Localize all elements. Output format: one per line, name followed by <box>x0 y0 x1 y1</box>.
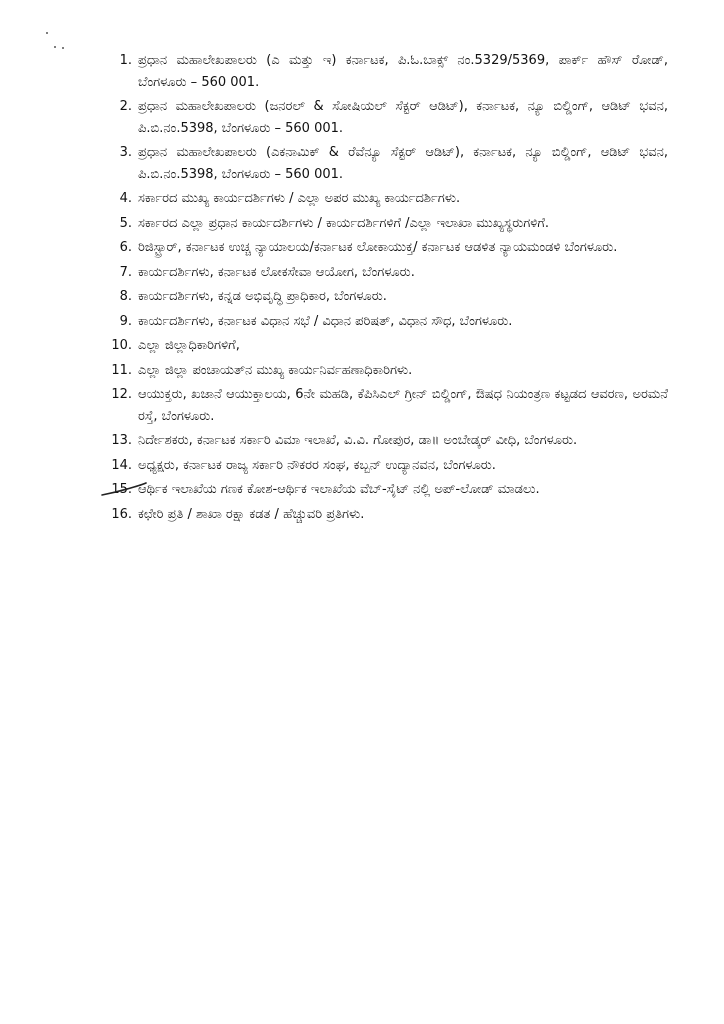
recipient-number: 15. <box>111 482 132 497</box>
recipient-text: ಆಯುಕ್ತರು, ಖಜಾನೆ ಆಯುಕ್ತಾಲಯ, 6ನೇ ಮಹಡಿ, ಕೆಪಿಸಿಎಲ್ ಗ್ರೀನ್ ಬಿಲ್ಡಿಂಗ್, ಔಷಧ ನಿಯಂತ್ರಣ ಕಟ್ಟಡದ ಆವರಣ, ಅರಮನೆ ರಸ್ತೆ, ಬೆಂಗಳೂರು. <box>138 387 668 424</box>
scan-speck <box>62 47 64 49</box>
recipient-item <box>108 479 668 501</box>
recipient-text: ನಿರ್ದೇಶಕರು, ಕರ್ನಾಟಕ ಸರ್ಕಾರಿ ವಿಮಾ ಇಲಾಖೆ, ವಿ.ವಿ. ಗೋಪುರ, ಡಾ॥ ಅಂಬೇಡ್ಕರ್ ವೀಧಿ, ಬೆಂಗಳೂರು. <box>138 433 578 448</box>
recipient-text: ಅಧ್ಯಕ್ಷರು, ಕರ್ನಾಟಕ ರಾಜ್ಯ ಸರ್ಕಾರಿ ನೌಕರರ ಸಂಘ, ಕಬ್ಬನ್ ಉದ್ಯಾನವನ, ಬೆಂಗಳೂರು. <box>138 457 496 473</box>
recipient-item <box>108 311 668 333</box>
recipient-number: 13. <box>111 433 132 448</box>
recipient-number: 2. <box>119 99 132 114</box>
pen-stroke-mark <box>100 481 148 499</box>
recipient-number: 11. <box>111 362 132 378</box>
recipient-item <box>108 360 668 382</box>
recipient-number: 8. <box>119 289 132 304</box>
recipient-number: 7. <box>119 264 132 280</box>
recipient-item <box>108 430 668 452</box>
recipient-item <box>108 335 668 357</box>
recipient-text: ಪ್ರಧಾನ ಮಹಾಲೇಖಪಾಲರು (ಜನರಲ್ & ಸೋಷಿಯಲ್ ಸೆಕ್ಟರ್ ಆಡಿಟ್), ಕರ್ನಾಟಕ, ನ್ಯೂ ಬಿಲ್ಡಿಂಗ್, ಆಡಿಟ್ ಭವನ, ಪಿ.ಬಿ.ನಂ.5398, ಬೆಂಗಳೂರು – 560 001. <box>138 99 668 136</box>
recipient-number: 10. <box>111 338 132 353</box>
recipient-item <box>108 50 668 93</box>
recipient-item <box>108 96 668 139</box>
recipient-number: 3. <box>119 145 132 160</box>
recipient-number: 1. <box>119 53 132 68</box>
scan-speck <box>46 32 48 34</box>
recipient-item <box>108 384 668 427</box>
recipient-number: 5. <box>119 215 132 231</box>
recipient-number: 14. <box>111 457 132 473</box>
recipient-text: ಕಛೇರಿ ಪ್ರತಿ / ಶಾಖಾ ರಕ್ಷಾ ಕಡತ / ಹೆಚ್ಚುವರಿ ಪ್ರತಿಗಳು. <box>138 506 365 522</box>
scan-specks <box>44 28 74 58</box>
recipient-item <box>108 188 668 210</box>
recipient-item <box>108 237 668 259</box>
recipient-number: 9. <box>119 313 132 329</box>
recipient-text: ಪ್ರಧಾನ ಮಹಾಲೇಖಪಾಲರು (ಎಕನಾಮಿಕ್ & ರೆವೆನ್ಯೂ ಸೆಕ್ಟರ್ ಆಡಿಟ್), ಕರ್ನಾಟಕ, ನ್ಯೂ ಬಿಲ್ಡಿಂಗ್, ಆಡಿಟ್ ಭವನ, ಪಿ.ಬಿ.ನಂ.5398, ಬೆಂಗಳೂರು – 560 001. <box>138 145 668 182</box>
recipient-text: ಎಲ್ಲಾ ಜಿಲ್ಲಾಧಿಕಾರಿಗಳಿಗೆ, <box>138 338 240 353</box>
recipient-item <box>108 213 668 235</box>
recipient-item <box>108 262 668 284</box>
recipient-text: ಸರ್ಕಾರದ ಎಲ್ಲಾ ಪ್ರಧಾನ ಕಾರ್ಯದರ್ಶಿಗಳು / ಕಾರ್ಯದರ್ಶಿಗಳಿಗೆ /ಎಲ್ಲಾ ಇಲಾಖಾ ಮುಖ್ಯಸ್ಥರುಗಳಿಗೆ. <box>138 215 550 231</box>
recipient-text: ಕಾರ್ಯದರ್ಶಿಗಳು, ಕನ್ನಡ ಅಭಿವೃದ್ಧಿ ಪ್ರಾಧಿಕಾರ, ಬೆಂಗಳೂರು. <box>138 289 387 304</box>
recipient-item <box>108 504 668 526</box>
recipient-item <box>108 455 668 477</box>
recipient-text: ಸರ್ಕಾರದ ಮುಖ್ಯ ಕಾರ್ಯದರ್ಶಿಗಳು / ಎಲ್ಲಾ ಅಪರ ಮುಖ್ಯ ಕಾರ್ಯದರ್ಶಿಗಳು. <box>138 191 461 206</box>
recipient-number: 4. <box>119 191 132 206</box>
recipient-list <box>108 50 668 528</box>
recipient-item <box>108 286 668 308</box>
recipient-text: ಆರ್ಥಿಕ ಇಲಾಖೆಯ ಗಣಕ ಕೋಶ-ಆರ್ಥಿಕ ಇಲಾಖೆಯ ವೆಬ್-ಸೈಟ್ ನಲ್ಲಿ ಅಪ್-ಲೋಡ್ ಮಾಡಲು. <box>138 482 540 497</box>
recipient-text: ಕಾರ್ಯದರ್ಶಿಗಳು, ಕರ್ನಾಟಕ ಲೋಕಸೇವಾ ಆಯೋಗ, ಬೆಂಗಳೂರು. <box>138 264 415 280</box>
recipient-number: 12. <box>111 387 132 402</box>
recipient-text: ರಿಜಿಸ್ಟ್ರಾರ್, ಕರ್ನಾಟಕ ಉಚ್ಚ ನ್ಯಾಯಾಲಯ/ಕರ್ನಾಟಕ ಲೋಕಾಯುಕ್ತ/ ಕರ್ನಾಟಕ ಆಡಳಿತ ನ್ಯಾಯಮಂಡಳಿ ಬೆಂಗಳೂರು. <box>138 240 618 255</box>
recipient-number: 6. <box>119 240 132 255</box>
recipient-text: ಕಾರ್ಯದರ್ಶಿಗಳು, ಕರ್ನಾಟಕ ವಿಧಾನ ಸಭೆ / ವಿಧಾನ ಪರಿಷತ್, ವಿಧಾನ ಸೌಧ, ಬೆಂಗಳೂರು. <box>138 313 513 329</box>
recipient-item <box>108 142 668 185</box>
recipient-number: 16. <box>111 506 132 522</box>
recipient-text: ಪ್ರಧಾನ ಮಹಾಲೇಖಪಾಲರು (ಎ ಮತ್ತು ಇ) ಕರ್ನಾಟಕ, ಪಿ.ಓ.ಬಾಕ್ಸ್ ನಂ.5329/5369, ಪಾರ್ಕ್ ಹೌಸ್ ರೋಡ್, ಬೆಂಗಳೂರು – 560 001. <box>138 53 668 90</box>
scan-speck <box>54 46 56 48</box>
recipient-text: ಎಲ್ಲಾ ಜಿಲ್ಲಾ ಪಂಚಾಯತ್‌ನ ಮುಖ್ಯ ಕಾರ್ಯನಿರ್ವಹಣಾಧಿಕಾರಿಗಳು. <box>138 362 413 378</box>
